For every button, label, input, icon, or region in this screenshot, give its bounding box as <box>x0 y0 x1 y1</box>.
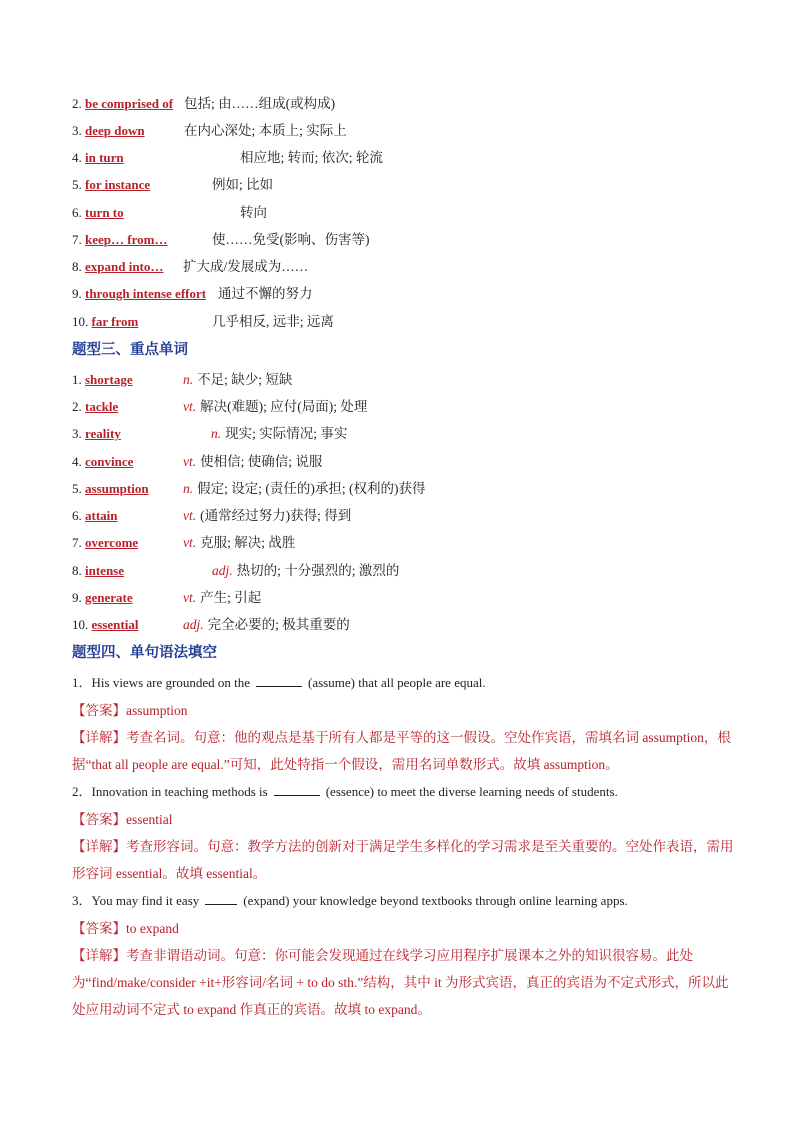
phrase-item: 5. for instance 例如; 比如 <box>72 175 150 195</box>
word-term: essential <box>91 617 139 632</box>
word-meaning: 假定; 设定; (责任的)承担; (权利的)获得 <box>197 481 426 496</box>
answer-text: to expand <box>126 921 179 936</box>
phrase-term: for instance <box>85 177 151 192</box>
phrase-meaning: 包括; 由……组成(或构成) <box>184 96 336 111</box>
explanation: 【详解】考查形容词。句意：教学方法的创新对于满足学生多样化的学习需求是至关重要的。空处作表语，需用形容词 essential。故填 essential。 <box>72 839 734 881</box>
word-meaning: 解决(难题); 应付(局面); 处理 <box>200 399 368 414</box>
word-meaning: 完全必要的; 极其重要的 <box>207 617 350 632</box>
question: 3．You may find it easy (expand) your knowledge beyond textbooks through online learning apps. <box>72 893 628 908</box>
word-item: 3. reality n. 现实; 实际情况; 事实 <box>72 426 348 441</box>
word-item: 9. generate vt. 产生; 引起 <box>72 590 262 605</box>
phrase-meaning: 使……免受(影响、伤害等) <box>212 232 370 247</box>
part-of-speech: adj. <box>183 617 204 632</box>
word-meaning: 不足; 缺少; 短缺 <box>197 372 293 387</box>
word-term: shortage <box>85 372 133 387</box>
phrase-term: turn to <box>85 205 124 220</box>
phrase-item: 8. expand into… 扩大成/发展成为…… <box>72 257 163 277</box>
explanation: 【详解】考查非谓语动词。句意：你可能会发现通过在线学习应用程序扩展课本之外的知识很容易。此处为“find/make/consider +it+形容词/名词 + to do sth.”结构，其中 it 为形式宾语，真正的宾语为不定式形式，所以此处应用动词不定式 to expand 作真正的宾语。故填 to expand。 <box>72 948 729 1017</box>
word-term: attain <box>85 508 118 523</box>
word-meaning: 使相信; 使确信; 说服 <box>200 454 323 469</box>
part-of-speech: vt. <box>183 508 197 523</box>
phrase-meaning: 几乎相反, 远非; 远离 <box>212 314 334 329</box>
section-title: 题型四、单句语法填空 <box>72 645 217 661</box>
phrase-meaning: 通过不懈的努力 <box>218 286 313 301</box>
phrase-meaning: 在内心深处; 本质上; 实际上 <box>184 123 347 138</box>
part-of-speech: vt. <box>183 590 197 605</box>
phrase-meaning: 扩大成/发展成为…… <box>183 259 309 274</box>
answer-blank <box>205 892 237 905</box>
answer-blank <box>256 674 302 687</box>
word-item: 6. attain vt. (通常经过努力)获得; 得到 <box>72 508 352 523</box>
section-title: 题型三、重点单词 <box>72 342 188 358</box>
phrase-meaning: 相应地; 转而; 依次; 轮流 <box>240 150 383 165</box>
word-term: reality <box>85 426 121 441</box>
word-term: intense <box>85 563 124 578</box>
phrase-meaning: 转向 <box>240 205 267 220</box>
phrase-term: be comprised of <box>85 96 174 111</box>
phrase-item: 3. deep down 在内心深处; 本质上; 实际上 <box>72 121 145 141</box>
question: 2．Innovation in teaching methods is (essence) to meet the diverse learning needs of students. <box>72 784 618 799</box>
word-meaning: 克服; 解决; 战胜 <box>200 535 296 550</box>
phrase-term: keep… from… <box>85 232 168 247</box>
part-of-speech: n. <box>211 426 222 441</box>
word-item: 7. overcome vt. 克服; 解决; 战胜 <box>72 535 296 550</box>
question: 1．His views are grounded on the (assume) that all people are equal. <box>72 675 486 690</box>
phrase-meaning: 例如; 比如 <box>212 177 274 192</box>
phrase-item: 7. keep… from… 使……免受(影响、伤害等) <box>72 230 167 250</box>
phrase-item: 9. through intense effort 通过不懈的努力 <box>72 284 206 304</box>
part-of-speech: vt. <box>183 399 197 414</box>
explanation-text: 考查名词。句意：他的观点是基于所有人都是平等的这一假设。空处作宾语，需填名词 assumption，根据“that all people are equal.”可知，此处特指一个假设，需用名词单数形式。故填 assumption。 <box>72 730 731 772</box>
phrase-term: deep down <box>85 123 145 138</box>
word-term: tackle <box>85 399 119 414</box>
word-item: 4. convince vt. 使相信; 使确信; 说服 <box>72 454 323 469</box>
part-of-speech: n. <box>183 481 194 496</box>
answer-line: 【答案】assumption <box>72 703 188 718</box>
part-of-speech: vt. <box>183 535 197 550</box>
answer-line: 【答案】to expand <box>72 921 179 936</box>
word-meaning: (通常经过努力)获得; 得到 <box>200 508 352 523</box>
word-term: overcome <box>85 535 139 550</box>
phrase-term: expand into… <box>85 259 164 274</box>
part-of-speech: n. <box>183 372 194 387</box>
word-item: 2. tackle vt. 解决(难题); 应付(局面); 处理 <box>72 399 368 414</box>
word-term: generate <box>85 590 133 605</box>
explanation-text: 考查形容词。句意：教学方法的创新对于满足学生多样化的学习需求是至关重要的。空处作表语，需用形容词 essential。故填 essential。 <box>72 839 734 881</box>
answer-text: assumption <box>126 703 188 718</box>
phrase-term: far from <box>91 314 139 329</box>
part-of-speech: adj. <box>212 563 233 578</box>
phrase-item: 2. be comprised of 包括; 由……组成(或构成) <box>72 94 173 114</box>
explanation: 【详解】考查名词。句意：他的观点是基于所有人都是平等的这一假设。空处作宾语，需填名词 assumption，根据“that all people are equal.”可知，此处特指一个假设，需用名词单数形式。故填 assumption。 <box>72 730 731 772</box>
word-item: 1. shortage n. 不足; 缺少; 短缺 <box>72 372 293 387</box>
part-of-speech: vt. <box>183 454 197 469</box>
word-meaning: 现实; 实际情况; 事实 <box>225 426 348 441</box>
word-term: convince <box>85 454 134 469</box>
answer-text: essential <box>126 812 173 827</box>
phrase-item: 10. far from 几乎相反, 远非; 远离 <box>72 312 138 332</box>
word-term: assumption <box>85 481 149 496</box>
phrase-item: 6. turn to 转向 <box>72 203 124 223</box>
phrase-term: in turn <box>85 150 124 165</box>
explanation-text: 考查非谓语动词。句意：你可能会发现通过在线学习应用程序扩展课本之外的知识很容易。此处为“find/make/consider +it+形容词/名词 + to do sth.”结构，其中 it 为形式宾语，真正的宾语为不定式形式，所以此处应用动词不定式 to expand 作真正的宾语。故填 to expand。 <box>72 948 729 1017</box>
answer-blank <box>274 783 320 796</box>
word-meaning: 热切的; 十分强烈的; 激烈的 <box>236 563 400 578</box>
word-meaning: 产生; 引起 <box>200 590 262 605</box>
word-item: 8. intense adj. 热切的; 十分强烈的; 激烈的 <box>72 563 400 578</box>
phrase-term: through intense effort <box>85 286 207 301</box>
word-item: 10. essential adj. 完全必要的; 极其重要的 <box>72 617 350 632</box>
phrase-item: 4. in turn 相应地; 转而; 依次; 轮流 <box>72 148 124 168</box>
word-item: 5. assumption n. 假定; 设定; (责任的)承担; (权利的)获得 <box>72 481 426 496</box>
answer-line: 【答案】essential <box>72 812 173 827</box>
